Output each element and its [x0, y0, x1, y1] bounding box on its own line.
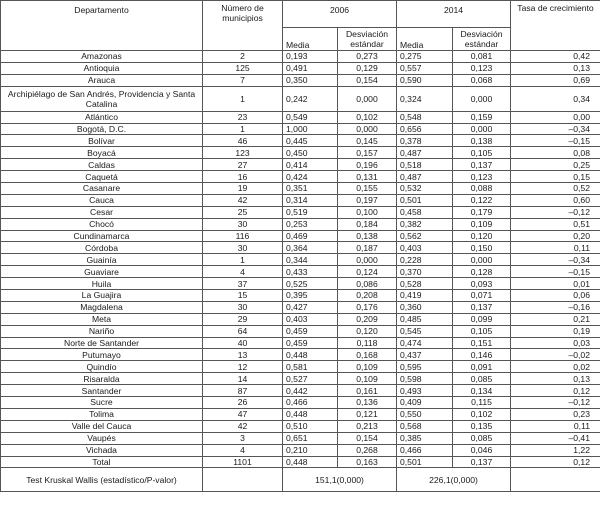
cell-departamento: Risaralda: [1, 373, 203, 385]
cell-tasa: 0,52: [511, 183, 600, 195]
cell-desviacion-2014: 0,146: [453, 349, 511, 361]
cell-departamento: Bogotá, D.C.: [1, 123, 203, 135]
cell-media-2006: 0,581: [283, 361, 338, 373]
cell-num-municipios: 123: [203, 147, 283, 159]
table-row: [1, 349, 600, 361]
table-row: [1, 171, 600, 183]
cell-media-2014: 0,528: [397, 278, 453, 290]
cell-desviacion-2006: 0,163: [338, 456, 397, 468]
cell-media-2006: 0,448: [283, 408, 338, 420]
cell-media-2014: 0,493: [397, 385, 453, 397]
header-media-2014: Media: [397, 28, 453, 51]
cell-tasa: 0,01: [511, 278, 600, 290]
kruskal-label: Test Kruskal Wallis (estadístico/P-valor): [1, 468, 203, 492]
cell-departamento: Archipiélago de San Andrés, Providencia y Santa Catalina: [1, 86, 203, 111]
cell-departamento: Casanare: [1, 183, 203, 195]
cell-num-municipios: 27: [203, 159, 283, 171]
cell-departamento: Cesar: [1, 206, 203, 218]
cell-desviacion-2014: 0,099: [453, 313, 511, 325]
cell-desviacion-2014: 0,091: [453, 361, 511, 373]
cell-desviacion-2014: 0,159: [453, 111, 511, 123]
header-media-2006: Media: [283, 28, 338, 51]
cell-desviacion-2006: 0,176: [338, 301, 397, 313]
cell-desviacion-2006: 0,000: [338, 123, 397, 135]
table-row: [1, 242, 600, 254]
cell-tasa: 0,42: [511, 51, 600, 63]
cell-departamento: Arauca: [1, 74, 203, 86]
cell-num-municipios: 19: [203, 183, 283, 195]
header-desviacion-2006: Desviación estándar: [338, 28, 397, 51]
cell-num-municipios: 30: [203, 242, 283, 254]
cell-desviacion-2006: 0,136: [338, 397, 397, 409]
cell-tasa: –0,15: [511, 266, 600, 278]
cell-media-2014: 0,598: [397, 373, 453, 385]
cell-media-2014: 0,557: [397, 62, 453, 74]
table-row: [1, 86, 600, 111]
cell-desviacion-2006: 0,157: [338, 147, 397, 159]
cell-media-2014: 0,437: [397, 349, 453, 361]
header-year-2006: 2006: [283, 1, 397, 28]
cell-desviacion-2006: 0,268: [338, 444, 397, 456]
cell-desviacion-2006: 0,086: [338, 278, 397, 290]
cell-desviacion-2006: 0,196: [338, 159, 397, 171]
kruskal-2006: 151,1(0,000): [283, 468, 397, 492]
cell-tasa: 0,21: [511, 313, 600, 325]
cell-media-2006: 0,433: [283, 266, 338, 278]
cell-media-2006: 0,395: [283, 290, 338, 302]
cell-desviacion-2006: 0,138: [338, 230, 397, 242]
cell-media-2006: 0,351: [283, 183, 338, 195]
cell-media-2014: 0,385: [397, 432, 453, 444]
cell-tasa: 0,19: [511, 325, 600, 337]
cell-tasa: –0,34: [511, 254, 600, 266]
kruskal-empty: [203, 468, 283, 492]
cell-departamento: Vaupés: [1, 432, 203, 444]
cell-desviacion-2006: 0,155: [338, 183, 397, 195]
cell-departamento: Caldas: [1, 159, 203, 171]
cell-media-2006: 0,445: [283, 135, 338, 147]
table-row: [1, 456, 600, 468]
cell-desviacion-2014: 0,135: [453, 420, 511, 432]
cell-media-2014: 0,324: [397, 86, 453, 111]
table-row: [1, 444, 600, 456]
cell-departamento: Amazonas: [1, 51, 203, 63]
cell-media-2014: 0,382: [397, 218, 453, 230]
header-year-2014: 2014: [397, 1, 511, 28]
cell-departamento: Cauca: [1, 194, 203, 206]
table-row: [1, 254, 600, 266]
cell-media-2006: 0,242: [283, 86, 338, 111]
cell-tasa: 0,02: [511, 361, 600, 373]
cell-desviacion-2014: 0,046: [453, 444, 511, 456]
cell-desviacion-2014: 0,115: [453, 397, 511, 409]
cell-tasa: –0,12: [511, 397, 600, 409]
cell-num-municipios: 4: [203, 266, 283, 278]
table-row: [1, 278, 600, 290]
cell-desviacion-2006: 0,184: [338, 218, 397, 230]
cell-tasa: 0,06: [511, 290, 600, 302]
cell-desviacion-2014: 0,085: [453, 373, 511, 385]
cell-media-2006: 0,314: [283, 194, 338, 206]
cell-desviacion-2014: 0,128: [453, 266, 511, 278]
table-row: [1, 51, 600, 63]
cell-num-municipios: 64: [203, 325, 283, 337]
cell-desviacion-2006: 0,154: [338, 74, 397, 86]
cell-desviacion-2006: 0,109: [338, 361, 397, 373]
cell-desviacion-2014: 0,102: [453, 408, 511, 420]
cell-desviacion-2014: 0,105: [453, 325, 511, 337]
table-row: [1, 337, 600, 349]
cell-media-2006: 0,491: [283, 62, 338, 74]
cell-departamento: Sucre: [1, 397, 203, 409]
cell-departamento: Nariño: [1, 325, 203, 337]
table-row: [1, 373, 600, 385]
cell-media-2014: 0,485: [397, 313, 453, 325]
cell-tasa: –0,15: [511, 135, 600, 147]
cell-media-2006: 0,450: [283, 147, 338, 159]
cell-desviacion-2006: 0,000: [338, 86, 397, 111]
cell-num-municipios: 87: [203, 385, 283, 397]
cell-tasa: 0,08: [511, 147, 600, 159]
cell-desviacion-2014: 0,122: [453, 194, 511, 206]
cell-desviacion-2006: 0,109: [338, 373, 397, 385]
cell-media-2014: 0,360: [397, 301, 453, 313]
cell-departamento: Santander: [1, 385, 203, 397]
table-row: [1, 183, 600, 195]
cell-desviacion-2006: 0,213: [338, 420, 397, 432]
cell-media-2006: 0,448: [283, 349, 338, 361]
cell-tasa: 0,00: [511, 111, 600, 123]
cell-desviacion-2006: 0,100: [338, 206, 397, 218]
table-row: [1, 266, 600, 278]
cell-tasa: 0,11: [511, 242, 600, 254]
cell-media-2006: 0,350: [283, 74, 338, 86]
cell-tasa: 0,15: [511, 171, 600, 183]
cell-media-2006: 0,519: [283, 206, 338, 218]
cell-num-municipios: 7: [203, 74, 283, 86]
table-row: [1, 147, 600, 159]
cell-media-2014: 0,370: [397, 266, 453, 278]
cell-desviacion-2014: 0,123: [453, 62, 511, 74]
cell-desviacion-2014: 0,068: [453, 74, 511, 86]
header-desviacion-2014: Desviación estándar: [453, 28, 511, 51]
cell-media-2006: 0,459: [283, 325, 338, 337]
cell-desviacion-2014: 0,123: [453, 171, 511, 183]
cell-desviacion-2014: 0,093: [453, 278, 511, 290]
cell-media-2006: 0,193: [283, 51, 338, 63]
cell-media-2006: 0,448: [283, 456, 338, 468]
cell-num-municipios: 4: [203, 444, 283, 456]
cell-media-2014: 0,487: [397, 147, 453, 159]
cell-media-2006: 0,427: [283, 301, 338, 313]
table-row: [1, 230, 600, 242]
cell-media-2014: 0,501: [397, 456, 453, 468]
cell-desviacion-2014: 0,134: [453, 385, 511, 397]
cell-media-2006: 0,459: [283, 337, 338, 349]
cell-desviacion-2014: 0,179: [453, 206, 511, 218]
cell-media-2014: 0,275: [397, 51, 453, 63]
cell-media-2014: 0,548: [397, 111, 453, 123]
cell-num-municipios: 25: [203, 206, 283, 218]
cell-media-2014: 0,550: [397, 408, 453, 420]
cell-departamento: Valle del Cauca: [1, 420, 203, 432]
cell-media-2014: 0,545: [397, 325, 453, 337]
cell-departamento: Total: [1, 456, 203, 468]
cell-tasa: 0,69: [511, 74, 600, 86]
cell-desviacion-2006: 0,187: [338, 242, 397, 254]
cell-num-municipios: 30: [203, 301, 283, 313]
cell-departamento: Caquetá: [1, 171, 203, 183]
cell-media-2014: 0,487: [397, 171, 453, 183]
cell-desviacion-2006: 0,168: [338, 349, 397, 361]
table-row: [1, 74, 600, 86]
cell-tasa: 0,51: [511, 218, 600, 230]
cell-num-municipios: 42: [203, 420, 283, 432]
cell-media-2014: 0,501: [397, 194, 453, 206]
cell-tasa: –0,34: [511, 123, 600, 135]
cell-desviacion-2006: 0,145: [338, 135, 397, 147]
cell-desviacion-2014: 0,137: [453, 159, 511, 171]
table-row: [1, 408, 600, 420]
cell-num-municipios: 125: [203, 62, 283, 74]
cell-num-municipios: 116: [203, 230, 283, 242]
cell-desviacion-2006: 0,121: [338, 408, 397, 420]
cell-tasa: –0,16: [511, 301, 600, 313]
cell-num-municipios: 1: [203, 86, 283, 111]
cell-media-2006: 0,442: [283, 385, 338, 397]
cell-departamento: Quindío: [1, 361, 203, 373]
cell-media-2014: 0,518: [397, 159, 453, 171]
cell-desviacion-2014: 0,151: [453, 337, 511, 349]
cell-tasa: 0,13: [511, 373, 600, 385]
cell-media-2006: 0,549: [283, 111, 338, 123]
table-row: [1, 397, 600, 409]
cell-desviacion-2006: 0,102: [338, 111, 397, 123]
kruskal-wallis-row: [1, 468, 600, 492]
cell-desviacion-2014: 0,120: [453, 230, 511, 242]
cell-tasa: –0,02: [511, 349, 600, 361]
cell-media-2006: 0,466: [283, 397, 338, 409]
cell-media-2014: 0,378: [397, 135, 453, 147]
cell-tasa: 0,60: [511, 194, 600, 206]
cell-num-municipios: 2: [203, 51, 283, 63]
cell-media-2006: 0,651: [283, 432, 338, 444]
cell-media-2006: 0,403: [283, 313, 338, 325]
cell-tasa: 0,13: [511, 62, 600, 74]
table-row: [1, 290, 600, 302]
cell-departamento: Vichada: [1, 444, 203, 456]
cell-departamento: Norte de Santander: [1, 337, 203, 349]
cell-desviacion-2014: 0,071: [453, 290, 511, 302]
table-row: [1, 361, 600, 373]
table-row: [1, 111, 600, 123]
table-row: [1, 62, 600, 74]
cell-desviacion-2014: 0,137: [453, 456, 511, 468]
table-row: [1, 206, 600, 218]
cell-desviacion-2014: 0,000: [453, 123, 511, 135]
cell-media-2006: 0,364: [283, 242, 338, 254]
cell-desviacion-2006: 0,273: [338, 51, 397, 63]
header-num-municipios: Número de municipios: [203, 1, 283, 51]
cell-media-2014: 0,595: [397, 361, 453, 373]
cell-desviacion-2014: 0,105: [453, 147, 511, 159]
cell-media-2006: 0,527: [283, 373, 338, 385]
cell-num-municipios: 16: [203, 171, 283, 183]
cell-media-2006: 1,000: [283, 123, 338, 135]
cell-departamento: Tolima: [1, 408, 203, 420]
cell-media-2014: 0,458: [397, 206, 453, 218]
table-row: [1, 313, 600, 325]
cell-desviacion-2006: 0,154: [338, 432, 397, 444]
cell-media-2014: 0,419: [397, 290, 453, 302]
cell-media-2006: 0,414: [283, 159, 338, 171]
cell-departamento: Cundinamarca: [1, 230, 203, 242]
cell-tasa: 0,11: [511, 420, 600, 432]
cell-departamento: Magdalena: [1, 301, 203, 313]
cell-departamento: Guainía: [1, 254, 203, 266]
cell-num-municipios: 29: [203, 313, 283, 325]
cell-num-municipios: 47: [203, 408, 283, 420]
header-row-1: [1, 1, 600, 28]
header-departamento: Departamento: [1, 1, 203, 51]
table-row: [1, 194, 600, 206]
cell-desviacion-2014: 0,000: [453, 86, 511, 111]
cell-media-2014: 0,590: [397, 74, 453, 86]
cell-departamento: Guaviare: [1, 266, 203, 278]
cell-tasa: 0,23: [511, 408, 600, 420]
cell-media-2014: 0,568: [397, 420, 453, 432]
cell-num-municipios: 40: [203, 337, 283, 349]
table-row: [1, 420, 600, 432]
cell-media-2006: 0,469: [283, 230, 338, 242]
cell-desviacion-2014: 0,150: [453, 242, 511, 254]
table-row: [1, 325, 600, 337]
cell-departamento: Boyacá: [1, 147, 203, 159]
cell-desviacion-2006: 0,197: [338, 194, 397, 206]
cell-num-municipios: 15: [203, 290, 283, 302]
cell-departamento: Bolívar: [1, 135, 203, 147]
cell-num-municipios: 26: [203, 397, 283, 409]
cell-desviacion-2006: 0,000: [338, 254, 397, 266]
cell-num-municipios: 3: [203, 432, 283, 444]
cell-media-2014: 0,474: [397, 337, 453, 349]
cell-departamento: Chocó: [1, 218, 203, 230]
cell-tasa: –0,12: [511, 206, 600, 218]
table-row: [1, 301, 600, 313]
cell-media-2006: 0,510: [283, 420, 338, 432]
cell-desviacion-2006: 0,118: [338, 337, 397, 349]
cell-tasa: 0,34: [511, 86, 600, 111]
cell-media-2006: 0,424: [283, 171, 338, 183]
cell-desviacion-2006: 0,161: [338, 385, 397, 397]
cell-media-2014: 0,403: [397, 242, 453, 254]
cell-tasa: 0,25: [511, 159, 600, 171]
cell-num-municipios: 30: [203, 218, 283, 230]
cell-departamento: Huila: [1, 278, 203, 290]
cell-num-municipios: 23: [203, 111, 283, 123]
cell-departamento: Córdoba: [1, 242, 203, 254]
kruskal-2014: 226,1(0,000): [397, 468, 511, 492]
cell-media-2014: 0,409: [397, 397, 453, 409]
cell-departamento: Antioquia: [1, 62, 203, 74]
table-row: [1, 218, 600, 230]
cell-desviacion-2014: 0,109: [453, 218, 511, 230]
cell-desviacion-2014: 0,085: [453, 432, 511, 444]
cell-num-municipios: 1: [203, 123, 283, 135]
cell-departamento: Atlántico: [1, 111, 203, 123]
cell-desviacion-2014: 0,138: [453, 135, 511, 147]
cell-desviacion-2014: 0,088: [453, 183, 511, 195]
cell-media-2006: 0,525: [283, 278, 338, 290]
cell-tasa: 0,03: [511, 337, 600, 349]
cell-media-2014: 0,466: [397, 444, 453, 456]
cell-media-2014: 0,532: [397, 183, 453, 195]
cell-num-municipios: 1: [203, 254, 283, 266]
cell-num-municipios: 1101: [203, 456, 283, 468]
cell-tasa: 0,20: [511, 230, 600, 242]
cell-num-municipios: 14: [203, 373, 283, 385]
cell-tasa: 0,12: [511, 385, 600, 397]
cell-desviacion-2006: 0,208: [338, 290, 397, 302]
table-row: [1, 432, 600, 444]
cell-media-2014: 0,562: [397, 230, 453, 242]
cell-desviacion-2006: 0,209: [338, 313, 397, 325]
cell-tasa: –0,41: [511, 432, 600, 444]
cell-num-municipios: 46: [203, 135, 283, 147]
header-tasa: Tasa de crecimiento: [511, 1, 600, 51]
cell-media-2014: 0,228: [397, 254, 453, 266]
table-row: [1, 135, 600, 147]
cell-desviacion-2014: 0,081: [453, 51, 511, 63]
cell-tasa: 1,22: [511, 444, 600, 456]
cell-desviacion-2006: 0,129: [338, 62, 397, 74]
cell-desviacion-2006: 0,124: [338, 266, 397, 278]
kruskal-empty-tasa: [511, 468, 600, 492]
cell-media-2006: 0,210: [283, 444, 338, 456]
cell-departamento: La Guajira: [1, 290, 203, 302]
table-row: [1, 385, 600, 397]
cell-media-2014: 0,656: [397, 123, 453, 135]
cell-departamento: Putumayo: [1, 349, 203, 361]
table-row: [1, 159, 600, 171]
cell-num-municipios: 13: [203, 349, 283, 361]
cell-tasa: 0,12: [511, 456, 600, 468]
cell-desviacion-2014: 0,000: [453, 254, 511, 266]
cell-desviacion-2006: 0,120: [338, 325, 397, 337]
cell-desviacion-2014: 0,137: [453, 301, 511, 313]
cell-desviacion-2006: 0,131: [338, 171, 397, 183]
cell-num-municipios: 42: [203, 194, 283, 206]
table-row: [1, 123, 600, 135]
cell-media-2006: 0,253: [283, 218, 338, 230]
cell-num-municipios: 12: [203, 361, 283, 373]
cell-departamento: Meta: [1, 313, 203, 325]
cell-num-municipios: 37: [203, 278, 283, 290]
cell-media-2006: 0,344: [283, 254, 338, 266]
